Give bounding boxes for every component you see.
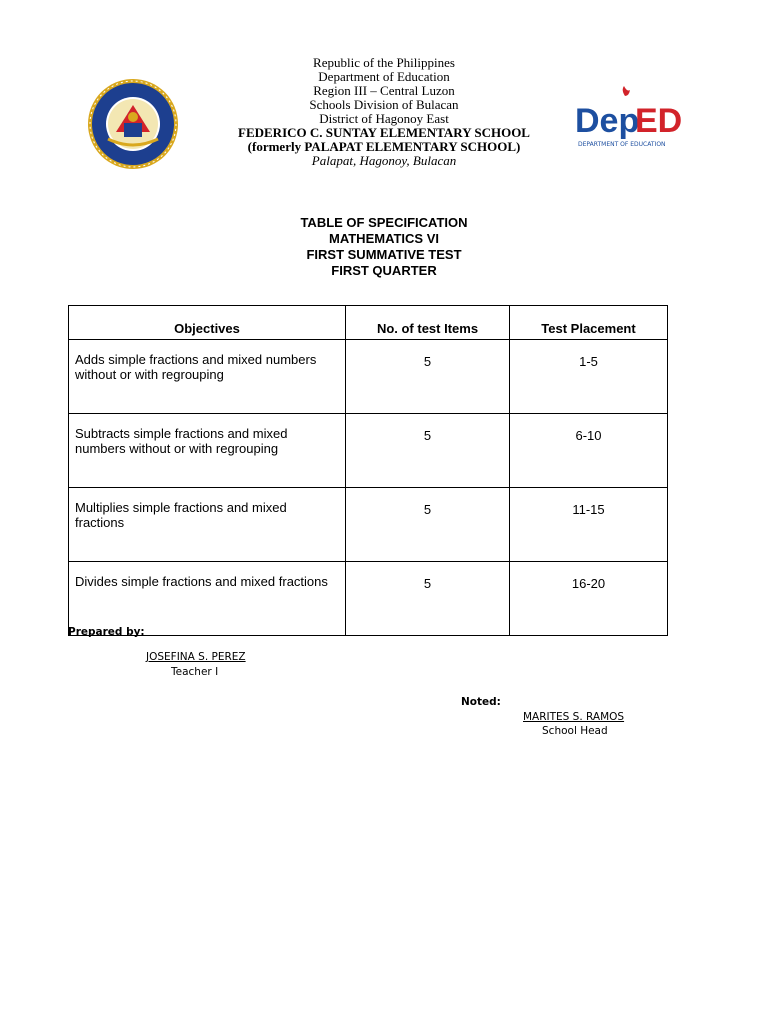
table-row xyxy=(69,414,668,488)
objective-cell: Divides simple fractions and mixed fractions xyxy=(69,562,346,636)
table-row xyxy=(69,340,668,414)
noter-title: School Head xyxy=(542,725,608,737)
svg-text:DEPARTMENT OF EDUCATION: DEPARTMENT OF EDUCATION xyxy=(578,141,666,148)
specification-table xyxy=(68,305,668,636)
former-school-name: (formerly PALAPAT ELEMENTARY SCHOOL) xyxy=(247,139,521,154)
table-row xyxy=(69,488,668,562)
header-test-placement: Test Placement xyxy=(510,306,668,340)
school-name: FEDERICO C. SUNTAY ELEMENTARY SCHOOL xyxy=(238,125,530,140)
items-cell: 5 xyxy=(346,488,510,562)
objective-cell: Multiplies simple fractions and mixed fractions xyxy=(69,488,346,562)
letterhead-line-republic: Republic of the Philippines xyxy=(313,55,455,70)
objective-cell: Adds simple fractions and mixed numbers without or with regrouping xyxy=(69,340,346,414)
svg-text:ED: ED xyxy=(635,102,683,140)
preparer-name: JOSEFINA S. PEREZ xyxy=(146,651,246,663)
placement-cell: 6-10 xyxy=(510,414,668,488)
header-number-of-items: No. of test Items xyxy=(346,306,510,340)
school-address: Palapat, Hagonoy, Bulacan xyxy=(311,153,457,168)
letterhead-line-district: District of Hagonoy East xyxy=(319,111,449,126)
placement-cell: 11-15 xyxy=(510,488,668,562)
placement-cell: 16-20 xyxy=(510,562,668,636)
table-header-row xyxy=(69,306,668,340)
noted-label: Noted: xyxy=(461,696,501,708)
prepared-by-label: Prepared by: xyxy=(68,626,145,638)
document-title xyxy=(0,215,768,279)
letterhead-line-division: Schools Division of Bulacan xyxy=(309,97,459,112)
svg-text:Dep: Dep xyxy=(575,102,640,140)
objective-cell: Subtracts simple fractions and mixed numbers without or with regrouping xyxy=(69,414,346,488)
preparer-title: Teacher I xyxy=(171,666,219,678)
title-line-1: TABLE OF SPECIFICATION xyxy=(300,215,468,230)
title-line-3: FIRST SUMMATIVE TEST xyxy=(306,247,462,262)
table-row xyxy=(69,562,668,636)
letterhead-line-department: Department of Education xyxy=(318,69,450,84)
noter-name: MARITES S. RAMOS xyxy=(523,711,625,723)
items-cell: 5 xyxy=(346,340,510,414)
items-cell: 5 xyxy=(346,414,510,488)
title-line-4: FIRST QUARTER xyxy=(331,263,437,278)
items-cell: 5 xyxy=(346,562,510,636)
title-line-2: MATHEMATICS VI xyxy=(328,231,439,246)
letterhead xyxy=(0,56,768,168)
letterhead-line-region: Region III – Central Luzon xyxy=(313,83,455,98)
placement-cell: 1-5 xyxy=(510,340,668,414)
header-objectives: Objectives xyxy=(69,306,346,340)
